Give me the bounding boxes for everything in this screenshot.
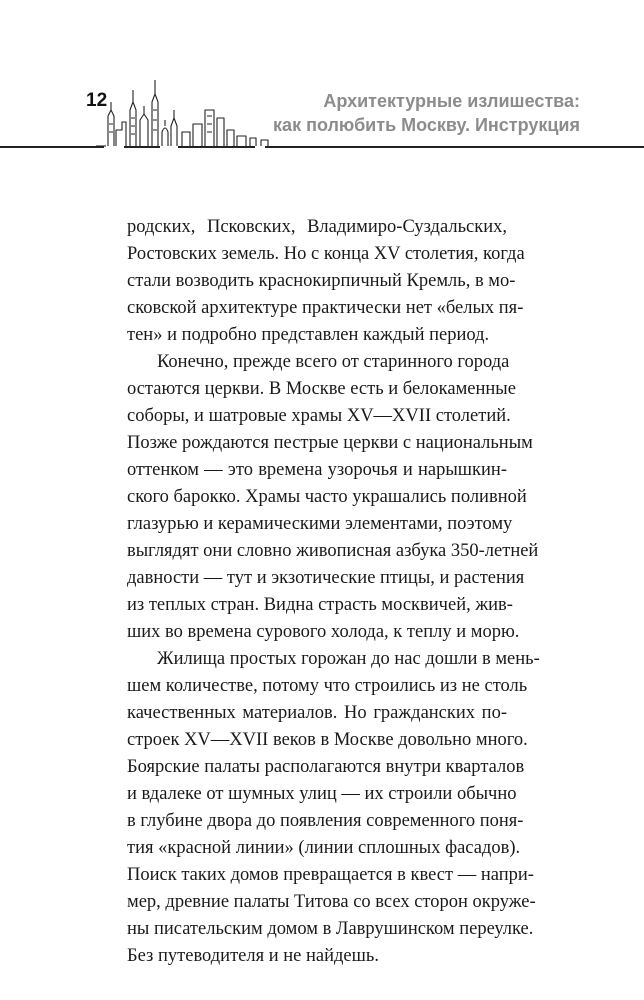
- paragraph: [127, 349, 539, 646]
- text-line: соборы, и шатровые храмы XV—XVII столетий.: [127, 406, 511, 426]
- text-line: Конечно, прежде всего от старинного города: [157, 352, 510, 372]
- running-title-line: как полюбить Москву. Инструкция: [273, 115, 580, 135]
- text-line: тен» и подробно представлен каждый период.: [127, 325, 490, 345]
- text-line: шем количестве, потому что строились из не столь: [127, 676, 528, 696]
- text-line: и вдалеке от шумных улиц — их строили обычно: [127, 784, 517, 804]
- text-line: Поиск таких домов превращается в квест — напри-: [127, 865, 534, 885]
- text-line: строек XV—XVII веков в Москве довольно много.: [127, 730, 528, 750]
- text-line: ны писательским домом в Лаврушинском переулке.: [127, 919, 534, 939]
- text-line: качественных материалов. Но гражданских по-: [127, 703, 507, 723]
- body-text: [127, 214, 540, 970]
- text-line: глазурью и керамическими элементами, поэтому: [127, 514, 513, 534]
- text-line: остаются церкви. В Москве есть и белокаменные: [127, 379, 516, 399]
- text-line: ших во времена сурового холода, к теплу и морю.: [127, 622, 520, 642]
- text-line: тия «красной линии» (линии сплошных фасадов).: [127, 838, 521, 858]
- running-title: [273, 89, 580, 137]
- paragraph: [127, 646, 540, 970]
- text-line: оттенком — это времена узорочья и нарышкин-: [127, 460, 507, 480]
- text-line: стали возводить краснокирпичный Кремль, в мо-: [127, 271, 516, 291]
- text-line: родских, Псковских, Владимиро-Суздальских,: [127, 217, 507, 237]
- text-line: Ростовских земель. Но с конца XV столетия, когда: [127, 244, 525, 264]
- text-line: Жилища простых горожан до нас дошли в мень-: [157, 649, 540, 669]
- moscow-skyline-icon: [96, 80, 296, 152]
- text-line: из теплых стран. Видна страсть москвичей, жив-: [127, 595, 513, 615]
- text-line: мер, древние палаты Титова со всех сторон окруже-: [127, 892, 536, 912]
- page-number: 12: [86, 90, 108, 111]
- text-line: Позже рождаются пестрые церкви с национальным: [127, 433, 533, 453]
- text-line: выглядят они словно живописная азбука 350-летней: [127, 541, 539, 561]
- paragraph: [127, 214, 525, 349]
- text-line: давности — тут и экзотические птицы, и растения: [127, 568, 525, 588]
- text-line: Боярские палаты располагаются внутри кварталов: [127, 757, 525, 777]
- running-title-line: Архитектурные излишества:: [323, 91, 580, 111]
- running-header: [0, 0, 644, 160]
- text-line: в глубине двора до появления современного поня-: [127, 811, 524, 831]
- text-line: Без путеводителя и не найдешь.: [127, 946, 379, 966]
- text-line: сковской архитектуре практически нет «белых пя-: [127, 298, 524, 318]
- text-line: ского барокко. Храмы часто украшались поливной: [127, 487, 527, 507]
